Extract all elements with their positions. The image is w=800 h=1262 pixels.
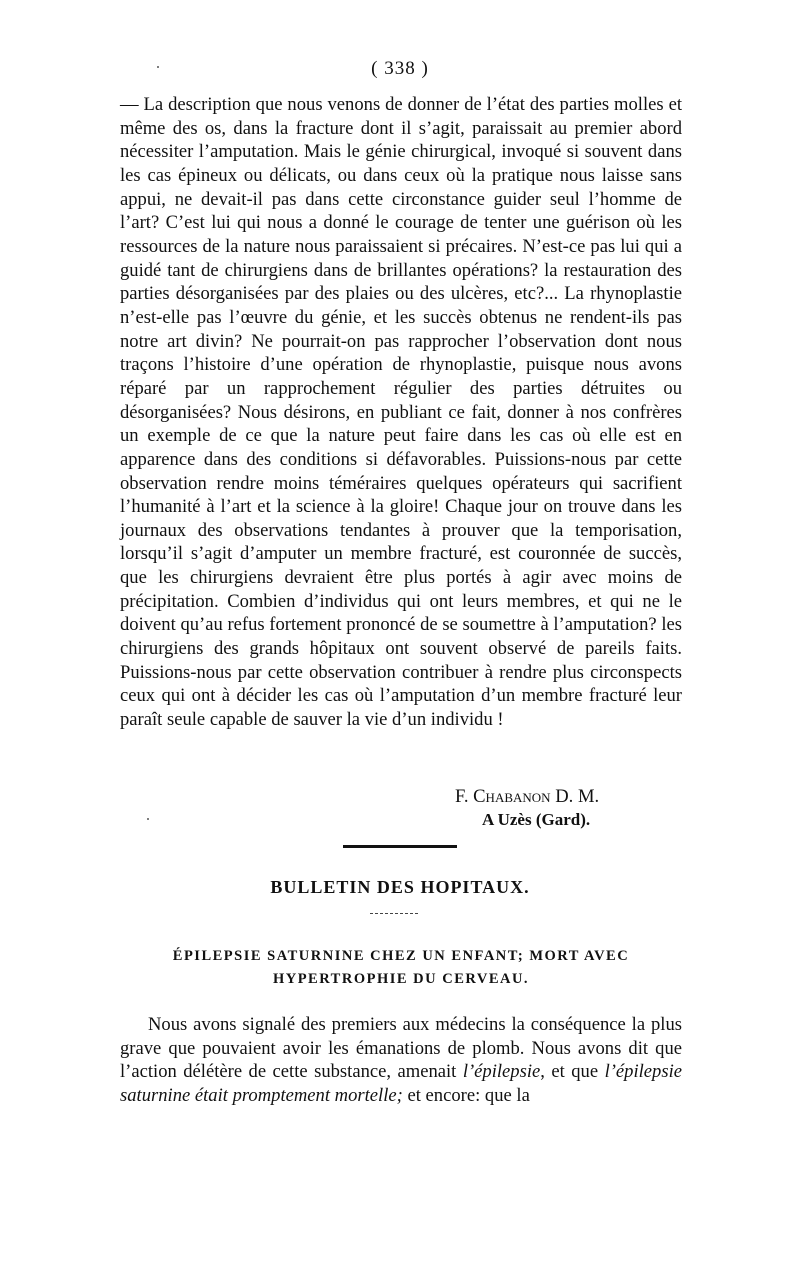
section-heading: BULLETIN DES HOPITAUX. bbox=[270, 877, 530, 897]
article-body bbox=[120, 1013, 682, 1107]
heading-ornament-rule bbox=[370, 913, 418, 914]
signature-initial: F. bbox=[455, 786, 469, 807]
paper-speck bbox=[147, 818, 149, 820]
intro-text-3: et encore: que la bbox=[402, 1084, 530, 1106]
observation-text bbox=[120, 93, 682, 732]
intro-text-1: Nous avons signalé des premiers aux médecins la conséquence la plus grave que pouvaient avoir les émanations de plomb. Nous avons dit que l’action délétère de cette substance, amenait bbox=[120, 1014, 682, 1082]
article-intro-paragraph bbox=[120, 1013, 682, 1107]
intro-emphasis-2: l’épilepsie saturnine était promptement mortelle; bbox=[120, 1061, 683, 1106]
intro-emphasis-1: l’épilepsie bbox=[462, 1061, 541, 1082]
signature-title: D. M. bbox=[555, 786, 600, 807]
author-location: A Uzès (Gard). bbox=[482, 810, 591, 829]
article-title: ÉPILEPSIE SATURNINE CHEZ UN ENFANT; MORT AVEC HYPERTROPHIE DU CERVEAU. bbox=[172, 948, 630, 987]
signature-name: Chabanon bbox=[473, 786, 551, 807]
author-signature bbox=[455, 785, 599, 809]
intro-text-2: , et que bbox=[540, 1061, 605, 1082]
page-number: ( 338 ) bbox=[371, 58, 429, 79]
paper-speck bbox=[157, 66, 159, 68]
section-divider bbox=[343, 845, 457, 848]
observation-paragraph: — La description que nous venons de donner de l’état des parties molles et même des os, dans la fracture dont il s’agit, paraissait au premier abord nécessiter l’amputation. Mais le génie chirurgical, invoqué si souvent dans les cas épineux ou délicats, ou dans ceux où la pratique nous laisse sans appui, ne devait-il pas dans cette circonstance guider seul l’homme de l’art? C’est lui qui nous a donné le courage de tenter une guérison où les ressources de la nature nous paraissaient si précaires. N’est-ce pas lui qui a guidé tant de chirurgiens dans de brillantes opérations? la restauration des parties désorganisées par des plaies ou des ulcères, etc?... La rhynoplastie n’est-elle pas l’œuvre du génie, et les succès obtenus ne rendent-ils pas notre art divin? Ne pourrait-on pas rapprocher l’observation dont nous traçons l’histoire d’une opération de rhynoplastie, puisque nous avons réparé par un rapprochement régulier des parties détruites ou désorganisées? Nous désirons, en publiant ce fait, donner à nos confrères un exemple de ce que la nature peut faire dans les cas où elle est en apparence dans des conditions si défavorables. Puissions-nous par cette observation rendre moins téméraires quelques opérateurs qui sacrifient l’humanité à l’art et la science à la gloire! Chaque jour on trouve dans les journaux des observations tendantes à prouver que la temporisation, lorsqu’il s’agit d’amputer un membre fracturé, est couronnée de succès, que les chirurgiens devraient être plus portés à agir avec moins de précipitation. Combien d’individus qui ont leurs membres, et qui ne le doivent qu’au refus fortement prononcé de se soumettre à l’amputation? les chirurgiens des grands hôpitaux ont souvent observé de pareils faits. Puissions-nous par cette observation contribuer à rendre plus circonspects ceux qui ont à décider les cas où l’amputation d’un membre fracturé leur paraît seule capable de sauver la vie d’un individu ! bbox=[120, 94, 682, 731]
